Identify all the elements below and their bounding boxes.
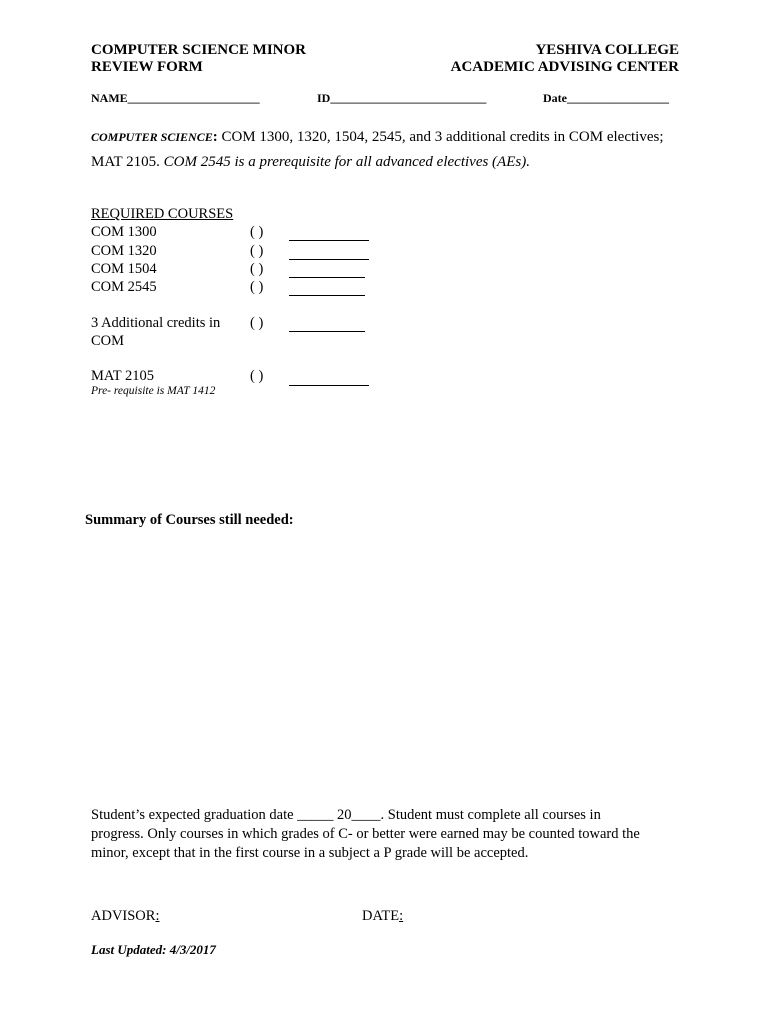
additional-credits-line2: COM xyxy=(91,333,125,349)
course-row xyxy=(91,223,157,241)
id-label: ID xyxy=(317,91,331,105)
graduation-note-line3: minor, except that in the first course in a subject a P grade will be accepted. xyxy=(91,845,529,861)
course-label: COM 1300 xyxy=(91,224,157,240)
form-title xyxy=(91,42,306,76)
course-blank[interactable] xyxy=(289,276,365,278)
graduation-note-line2: progress. Only courses in which grades of C- or better were earned may be counted toward the xyxy=(91,826,640,842)
additional-credits-checkbox[interactable]: ( ) xyxy=(250,315,264,331)
requirement-mat: MAT 2105. xyxy=(91,154,164,170)
course-label: COM 1320 xyxy=(91,243,157,259)
summary-area[interactable] xyxy=(85,540,685,790)
date-field[interactable] xyxy=(543,91,669,106)
mat-course-label: MAT 2105 xyxy=(91,368,154,384)
course-row xyxy=(91,278,157,296)
id-blank[interactable]: __________________________ xyxy=(330,91,487,105)
course-label: COM 2545 xyxy=(91,279,157,295)
graduation-note xyxy=(91,806,640,863)
advisor-field[interactable] xyxy=(91,908,159,925)
requirement-line1 xyxy=(91,128,663,146)
institution-header xyxy=(451,42,679,76)
requirement-lead-colon: : xyxy=(212,129,218,145)
signoff-date-colon: : xyxy=(399,908,404,924)
name-label: NAME xyxy=(91,91,128,105)
requirement-line2 xyxy=(91,153,530,171)
signoff-date-field[interactable] xyxy=(362,908,403,925)
additional-credits-blank[interactable] xyxy=(289,330,365,332)
name-field[interactable] xyxy=(91,91,260,106)
form-title-line2: REVIEW FORM xyxy=(91,59,203,75)
course-checkbox[interactable]: ( ) xyxy=(250,224,264,240)
course-blank[interactable] xyxy=(289,258,369,260)
last-updated: Last Updated: 4/3/2017 xyxy=(91,942,216,957)
signoff-date-label: DATE xyxy=(362,908,400,924)
requirement-text: COM 1300, 1320, 1504, 2545, and 3 additional credits in COM electives; xyxy=(217,129,664,145)
course-label: COM 1504 xyxy=(91,261,157,277)
summary-label: Summary of Courses still needed: xyxy=(85,512,294,528)
mat-course-checkbox[interactable]: ( ) xyxy=(250,368,264,384)
course-blank[interactable] xyxy=(289,239,369,241)
mat-course-blank[interactable] xyxy=(289,384,369,386)
course-row xyxy=(91,242,157,260)
course-blank[interactable] xyxy=(289,294,365,296)
additional-credits-line1: 3 Additional credits in xyxy=(91,315,221,331)
course-row xyxy=(91,260,157,278)
requirement-lead: COMPUTER SCIENCE xyxy=(91,130,213,144)
advisor-colon: : xyxy=(155,908,160,924)
date-label: Date xyxy=(543,91,567,105)
additional-credits-label xyxy=(91,314,220,350)
course-checkbox[interactable]: ( ) xyxy=(250,279,264,295)
institution-office: ACADEMIC ADVISING CENTER xyxy=(450,59,679,75)
name-blank[interactable]: ______________________ xyxy=(127,91,260,105)
course-checkbox[interactable]: ( ) xyxy=(250,243,264,259)
requirement-prereq-note: COM 2545 is a prerequisite for all advanced electives (AEs). xyxy=(163,154,530,170)
date-blank[interactable]: _________________ xyxy=(567,91,669,105)
mat-prerequisite-note: Pre- requisite is MAT 1412 xyxy=(91,385,216,397)
institution-name: YESHIVA COLLEGE xyxy=(535,42,679,58)
advisor-label: ADVISOR xyxy=(91,908,156,924)
graduation-note-line1: Student’s expected graduation date _____ 20____. Student must complete all courses in xyxy=(91,807,601,823)
form-title-line1: COMPUTER SCIENCE MINOR xyxy=(91,42,307,58)
course-checkbox[interactable]: ( ) xyxy=(250,261,264,277)
id-field[interactable] xyxy=(317,91,486,106)
required-courses-heading: REQUIRED COURSES xyxy=(91,206,234,222)
